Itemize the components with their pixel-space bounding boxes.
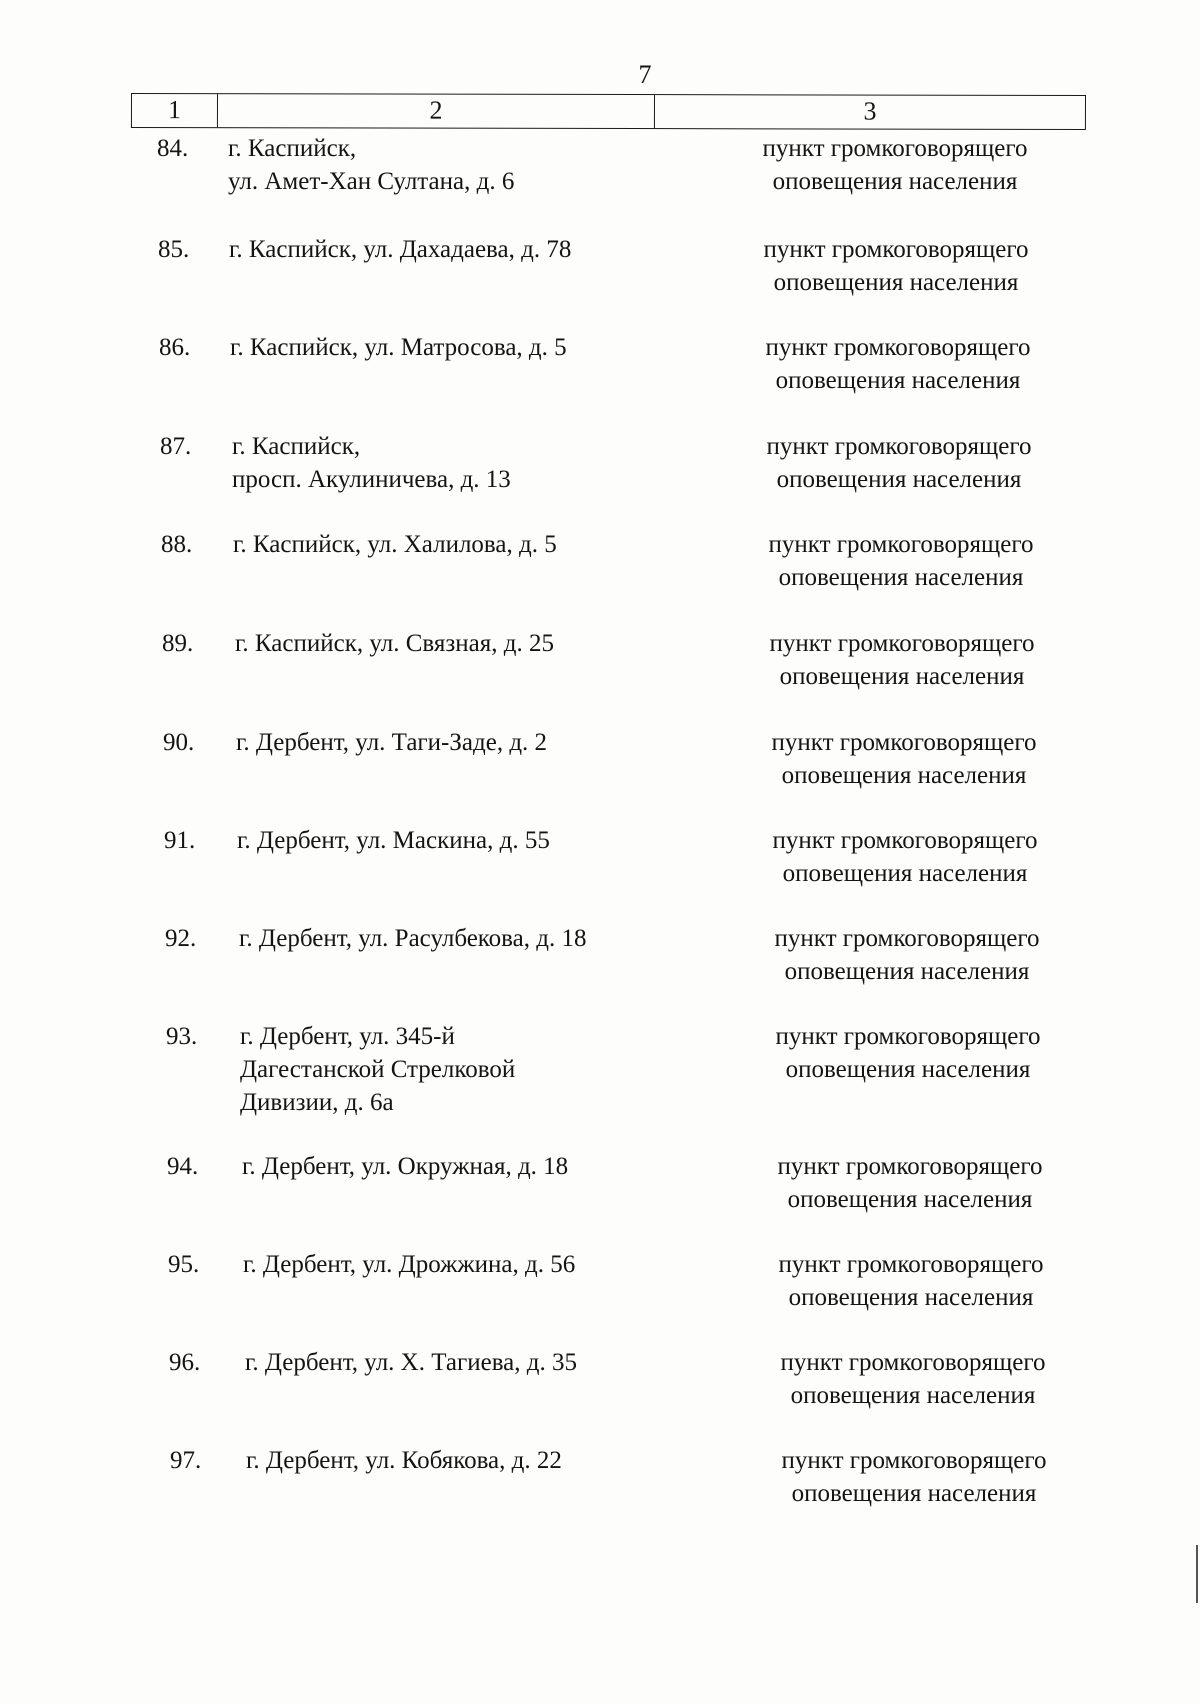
- row-address: [246, 1444, 562, 1477]
- row-number: 94.: [167, 1153, 199, 1180]
- row-address: [236, 726, 547, 759]
- row-type: [730, 1150, 1090, 1216]
- type-line: оповещения населения: [788, 1284, 1034, 1311]
- address-line: Дагестанской Стрелковой: [240, 1056, 516, 1083]
- header-col-3: 3: [863, 96, 877, 126]
- row-address: [229, 233, 571, 266]
- row-number: 93.: [166, 1023, 198, 1050]
- type-line: пункт громкоговорящего: [771, 729, 1037, 756]
- row-type: [733, 1346, 1093, 1412]
- row-type: [719, 430, 1079, 496]
- row-number: 89.: [162, 630, 194, 657]
- type-line: оповещения населения: [775, 367, 1021, 394]
- row-type: [718, 331, 1078, 397]
- address-line: г. Дербент, ул. Расулбекова, д. 18: [239, 925, 587, 952]
- row-number: 97.: [170, 1447, 202, 1474]
- address-line: г. Дербент, ул. Кобякова, д. 22: [246, 1447, 562, 1474]
- row-address: [228, 132, 514, 198]
- row-number: 95.: [168, 1251, 200, 1278]
- row-address: [233, 528, 557, 561]
- type-line: оповещения населения: [787, 1186, 1033, 1213]
- row-address: [243, 1248, 575, 1281]
- row-type: [727, 922, 1087, 988]
- address-line: г. Дербент, ул. Х. Тагиева, д. 35: [245, 1349, 577, 1376]
- type-line: пункт громкоговорящего: [769, 630, 1035, 657]
- row-type: [716, 233, 1076, 299]
- type-line: оповещения населения: [784, 958, 1030, 985]
- type-line: пункт громкоговорящего: [774, 925, 1040, 952]
- type-line: пункт громкоговорящего: [777, 1153, 1043, 1180]
- address-line: г. Каспийск, ул. Халилова, д. 5: [233, 531, 557, 558]
- type-line: пункт громкоговорящего: [765, 334, 1031, 361]
- row-address: [237, 824, 550, 857]
- page-number: 7: [638, 60, 652, 89]
- row-number: 91.: [164, 827, 196, 854]
- address-line: г. Каспийск,: [232, 433, 361, 460]
- type-line: оповещения населения: [791, 1480, 1037, 1507]
- type-line: пункт громкоговорящего: [778, 1251, 1044, 1278]
- row-number: 96.: [169, 1349, 201, 1376]
- row-number: 90.: [163, 729, 195, 756]
- type-line: оповещения населения: [778, 564, 1024, 591]
- row-address: [240, 1020, 515, 1119]
- row-type: [728, 1020, 1088, 1086]
- row-number: 84.: [157, 135, 189, 162]
- address-line: ул. Амет-Хан Султана, д. 6: [228, 168, 515, 195]
- type-line: пункт громкоговорящего: [780, 1349, 1046, 1376]
- type-line: оповещения населения: [772, 168, 1018, 195]
- address-line: Дивизии, д. 6а: [240, 1089, 394, 1116]
- row-type: [722, 627, 1082, 693]
- row-type: [724, 726, 1084, 792]
- type-line: оповещения населения: [781, 762, 1027, 789]
- row-type: [715, 132, 1075, 198]
- row-number: 92.: [165, 925, 197, 952]
- type-line: пункт громкоговорящего: [775, 1023, 1041, 1050]
- row-address: [230, 331, 567, 364]
- type-line: оповещения населения: [782, 860, 1028, 887]
- row-address: [245, 1346, 577, 1379]
- type-line: оповещения населения: [773, 269, 1019, 296]
- type-line: оповещения населения: [779, 663, 1025, 690]
- type-line: пункт громкоговорящего: [762, 135, 1028, 162]
- type-line: пункт громкоговорящего: [766, 433, 1032, 460]
- address-line: г. Дербент, ул. Окружная, д. 18: [242, 1153, 569, 1180]
- row-address: [239, 922, 586, 955]
- address-line: г. Дербент, ул. Таги-Заде, д. 2: [236, 729, 548, 756]
- row-number: 85.: [158, 236, 190, 263]
- address-line: г. Каспийск, ул. Связная, д. 25: [235, 630, 554, 657]
- table-header-row: [131, 93, 1086, 130]
- address-line: г. Каспийск,: [228, 135, 357, 162]
- type-line: оповещения населения: [776, 466, 1022, 493]
- header-col-2: 2: [218, 94, 655, 128]
- address-line: г. Дербент, ул. Маскина, д. 55: [237, 827, 550, 854]
- row-type: [731, 1248, 1091, 1314]
- row-number: 87.: [160, 433, 192, 460]
- type-line: оповещения населения: [790, 1382, 1036, 1409]
- type-line: пункт громкоговорящего: [772, 827, 1038, 854]
- type-line: оповещения населения: [785, 1056, 1031, 1083]
- row-type: [734, 1444, 1094, 1510]
- row-type: [721, 528, 1081, 594]
- row-address: [242, 1150, 568, 1183]
- row-address: [232, 430, 511, 496]
- header-col-1: 1: [132, 94, 218, 127]
- type-line: пункт громкоговорящего: [763, 236, 1029, 263]
- row-number: 86.: [159, 334, 191, 361]
- row-number: 88.: [161, 531, 193, 558]
- row-address: [235, 627, 554, 660]
- scan-edge-mark: [1196, 1545, 1198, 1603]
- type-line: пункт громкоговорящего: [781, 1447, 1047, 1474]
- type-line: пункт громкоговорящего: [768, 531, 1034, 558]
- row-type: [725, 824, 1085, 890]
- address-line: г. Дербент, ул. 345-й: [240, 1023, 455, 1050]
- address-line: просп. Акулиничева, д. 13: [232, 466, 511, 493]
- address-line: г. Каспийск, ул. Матросова, д. 5: [230, 334, 567, 361]
- address-line: г. Дербент, ул. Дрожжина, д. 56: [243, 1251, 576, 1278]
- address-line: г. Каспийск, ул. Дахадаева, д. 78: [229, 236, 572, 263]
